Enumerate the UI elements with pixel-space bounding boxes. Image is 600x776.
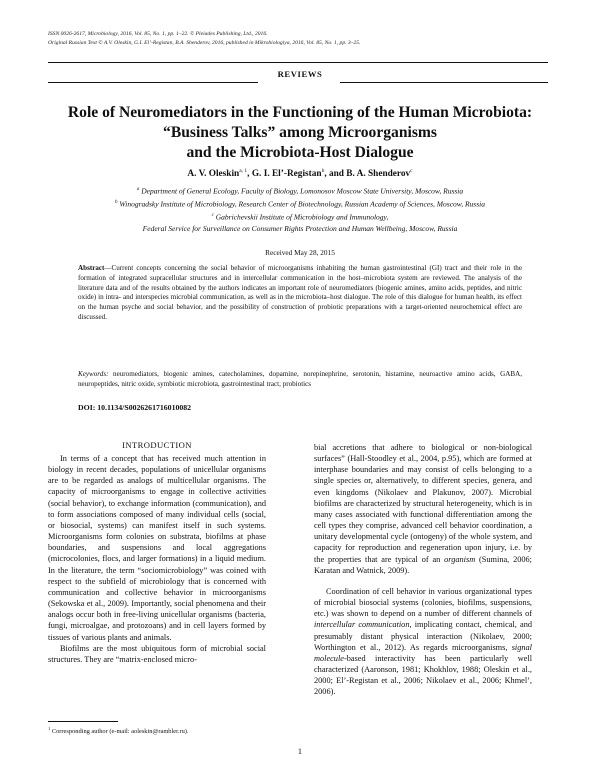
paragraph: Biofilms are the most ubiquitous form of microbial social structures. They are “matrix-enclosed micro- <box>48 643 266 664</box>
left-column <box>48 453 266 665</box>
abstract-text: —Current concepts concerning the social behavior of microorganisms inhabiting the human gastrointestinal (GI) tract and their role in the formation of integrated supracellular structures and in intercellular communication in the host–microbiota system are reviewed. The analysis of the literature data and of the results obtained by the authors indicates an important role of neuromediators (biogenic amines, amino acids, peptides, and nitric oxide) in intra- and interspecies microbial communication, as well as in the microbiota–host dialogue. The role of this dialogue for human health, its effect on the human psyche and social behavior, and the possibility of construction of probiotic preparations with a target-oriented neurochemical effect are discussed. <box>78 264 522 321</box>
abstract <box>78 264 522 323</box>
footnote-rule <box>48 721 118 722</box>
journal-header <box>48 30 548 48</box>
page-number: 1 <box>297 747 303 756</box>
author-affil-sup: a, 1 <box>239 168 248 174</box>
author-name: B. A. Shenderov <box>346 169 411 180</box>
author-affil-sup: b <box>321 168 325 174</box>
header-rule-top <box>48 62 548 63</box>
footnote <box>48 726 288 735</box>
keywords-text: neuromediators, biogenic amines, catecholamines, dopamine, norepinephrine, serotonin, histamine, neuroactive amino acids, GABA, neuropeptides, nitric oxide, symbiotic microbiota, gastrointestinal tract, probiotics <box>78 370 522 388</box>
author-name: A. V. Oleskin <box>187 169 240 180</box>
keywords <box>78 370 522 390</box>
affiliation-c-cont: Federal Service for Surveillance on Consumer Rights Protection and Human Wellbeing, Moscow, Russia <box>142 223 458 233</box>
section-heading-introduction: INTRODUCTION <box>122 440 192 450</box>
author-name: G. I. El’-Registan <box>251 169 322 180</box>
section-rule-left <box>48 82 258 83</box>
affiliations <box>30 184 570 234</box>
title-line-2: “Business Talks” among Microorganisms <box>163 124 437 141</box>
title-line-1: Role of Neuromediators in the Functioning of the Human Microbiota: <box>67 104 533 121</box>
section-label: REVIEWS <box>277 69 323 79</box>
section-rule-right <box>340 82 548 83</box>
paragraph: Coordination of cell behavior in various organizational types of microbial biosocial systems (colonies, biofilms, suspensions, etc.) was shown to depend on a number of different channels of intercellular communication, implicating contact, chemical, and presumably distant physical interaction (Nikolaev, 2000; Worthington et al., 2012). As regards microorganisms, signal molecule-based interactivity has been particularly well characterized (Aaronson, 1981; Khokhlov, 1988; Oleskin et al., 2000; El’-Registan et al., 2006; Nikolaev et al., 2006; Khmel’, 2006). <box>314 586 532 697</box>
original-text-line: Original Russian Text © A.V. Oleskin, G.I. El’-Registan, B.A. Shenderov, 2016, published in Mikrobiologiya, 2016, Vol. 85, No. 1, pp. 3–25. <box>48 40 361 46</box>
keywords-label: Keywords: <box>78 370 109 378</box>
author-list: A. V. Oleskin$^{a, 1}$, G. I. El’-Registan$^b$, and B. A. Shenderov$^c$ <box>187 168 413 180</box>
paragraph: bial accretions that adhere to biological or non-biological surfaces” (Hall-Stoodley et al., 2004, p.95), which are formed at interphase boundaries and may consist of cells belonging to a single species or, alternatively, to different species, genera, and even kingdoms (Nikolaev and Plakunov, 2007). Microbial biofilms are characterized by structural heterogeneity, which is in many cases associated with functional differentiation among the cell types they comprise, advanced cell behavior coordination, a unitary developmental cycle (ontogeny) of the whole system, and capacity for reproduction and regeneration upon injury, i.e. by the properties that are typical of an organism (Sumina, 2006; Karatan and Watnick, 2009). <box>314 443 532 575</box>
journal-citation-line: ISSN 0026-2617, Microbiology, 2016, Vol. 85, No. 1, pp. 1–22. © Pleiades Publishing, Ltd., 2016. <box>48 31 268 37</box>
author-affil-sup: c <box>410 168 413 174</box>
title-line-3: and the Microbiota-Host Dialogue <box>186 144 414 161</box>
abstract-label: Abstract <box>78 264 105 272</box>
paragraph: In terms of a concept that has received much attention in biology in recent decades, populations of unicellular organisms are to be regarded as analogs of multicellular organisms. The capacity of microorganisms to engage in collective activities (social behavior), to exchange information (communication), and to form associations composed of many individual cells (social, or biosocial, systems) can manifest itself in such systems. Microorganisms form colonies on substrata, biofilms at phase boundaries, and suspensions and local aggregations (microcolonies, flocs, and larger formations) in a liquid medium. In the literature, the term “sociomicrobiology” was coined with respect to the subfield of microbiology that is concerned with communication and collective behavior in microorganisms (Sekowska et al., 2009). Importantly, social phenomena and their analogs occur both in free-living unicellular organisms (bacteria, fungi, microalgae, and protozoans) and in cell layers formed by tissues of various plants and animals. <box>48 454 266 642</box>
author-connector: , and <box>324 169 347 180</box>
footnote-marker: 1 <box>48 726 51 731</box>
received-date: Received May 28, 2015 <box>265 248 335 257</box>
article-title <box>30 103 570 163</box>
doi-label: DOI: <box>78 403 96 412</box>
doi <box>78 403 522 412</box>
right-column <box>314 442 532 697</box>
affiliation-b: $^b$ Winogradsky Institute of Microbiology, Research Center of Biotechnology, Russian Academy of Sciences, Moscow, Russia <box>115 199 485 209</box>
doi-value[interactable]: 10.1134/S0026261716010082 <box>95 403 192 412</box>
affiliation-c: $^c$ Gabrichevskii Institute of Microbiology and Immunology, <box>211 212 389 222</box>
footnote-text: Corresponding author (e-mail: aoleskin@rambler.ru). <box>50 728 189 736</box>
affiliation-a: $^a$ Department of General Ecology, Faculty of Biology, Lomonosov Moscow State University, Moscow, Russia <box>136 186 464 196</box>
